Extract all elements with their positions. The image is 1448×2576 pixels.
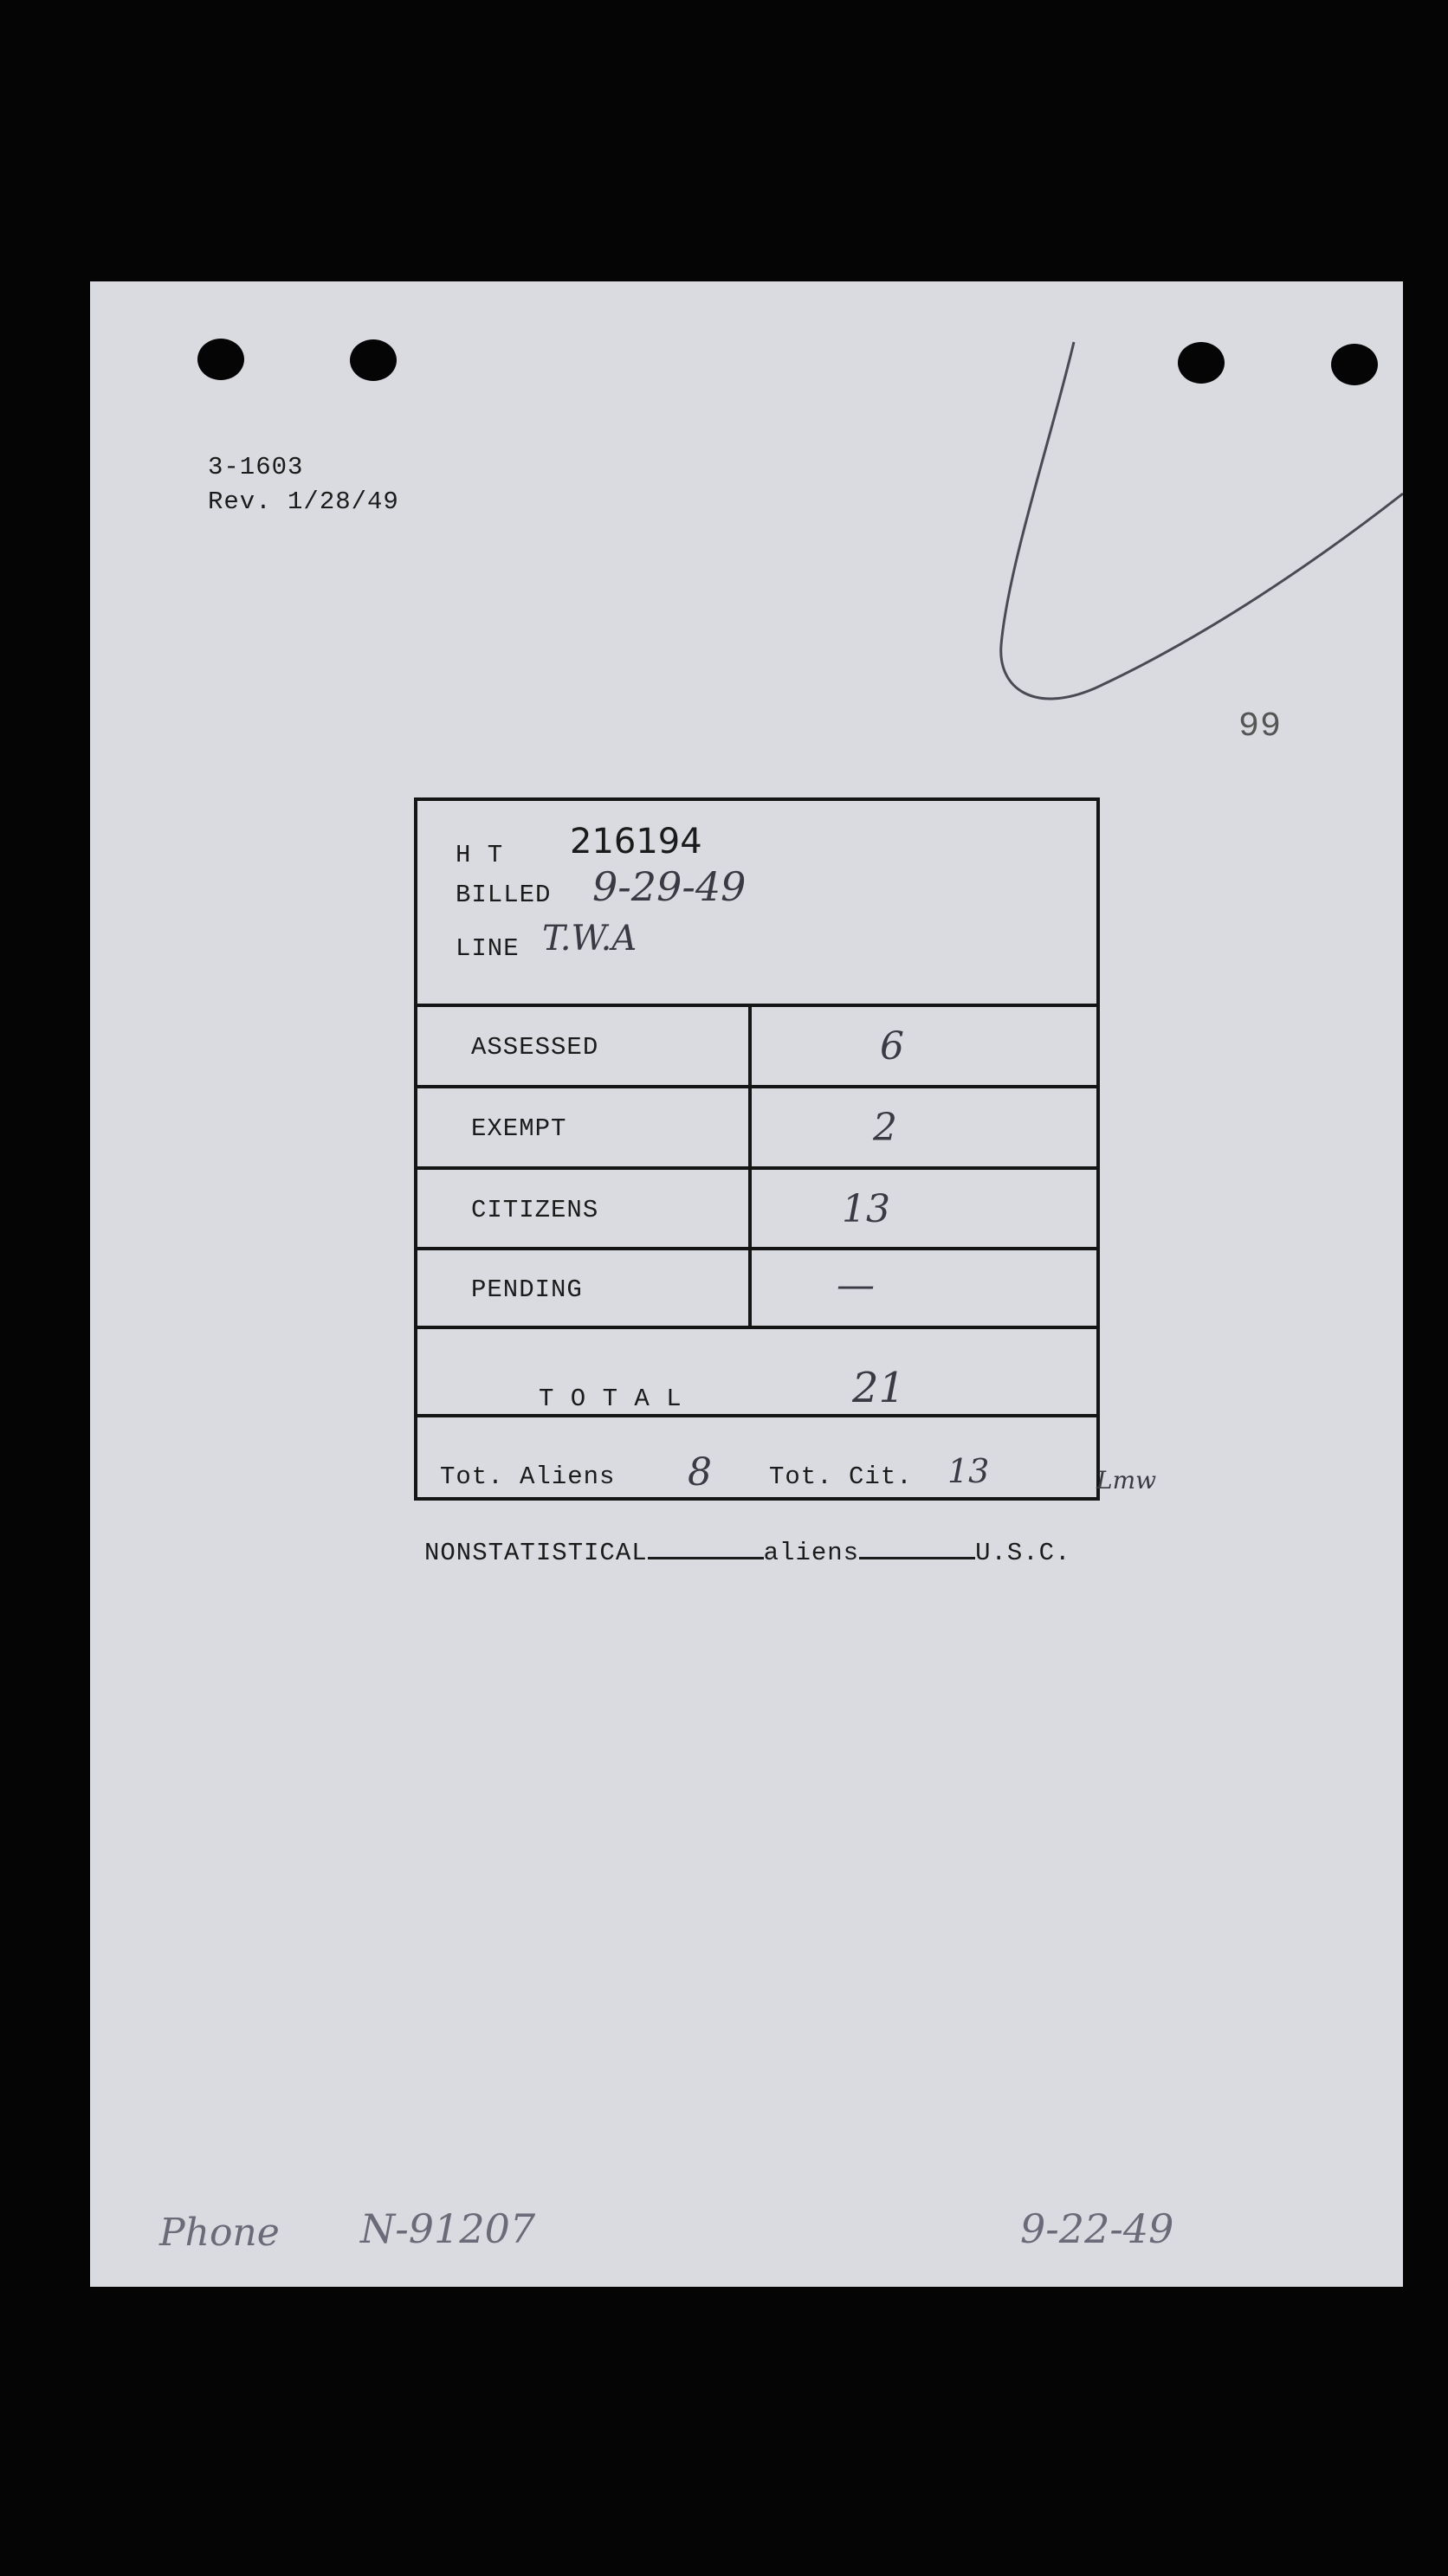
table-divider bbox=[414, 1414, 1100, 1417]
billed-label: BILLED bbox=[456, 881, 552, 909]
tot-aliens-label: Tot. Aliens bbox=[440, 1462, 616, 1491]
form-number: 3-1603 bbox=[208, 453, 304, 481]
tot-cit-value: 13 bbox=[947, 1452, 990, 1490]
row-value-assessed: 6 bbox=[880, 1024, 904, 1068]
tot-aliens-value: 8 bbox=[688, 1450, 712, 1495]
line-label: LINE bbox=[456, 934, 520, 963]
nonstat-usc-blank[interactable] bbox=[859, 1557, 975, 1559]
phone-label: Phone bbox=[159, 2211, 280, 2255]
row-label-exempt: EXEMPT bbox=[471, 1114, 567, 1143]
phone-value: N-91207 bbox=[360, 2205, 536, 2252]
row-value-citizens: 13 bbox=[842, 1187, 890, 1231]
form-revision: Rev. 1/28/49 bbox=[208, 487, 399, 516]
row-value-pending: — bbox=[837, 1263, 875, 1307]
check-mark bbox=[90, 281, 1403, 801]
page-number: 99 bbox=[1238, 707, 1283, 746]
table-divider bbox=[414, 1004, 1100, 1007]
form-paper bbox=[90, 281, 1403, 2287]
total-label: T O T A L bbox=[539, 1385, 682, 1413]
ht-label: H T bbox=[456, 841, 504, 869]
total-value: 21 bbox=[852, 1364, 906, 1412]
nonstat-label: NONSTATISTICAL bbox=[424, 1539, 648, 1567]
initials: Lmw bbox=[1096, 1466, 1157, 1495]
row-label-pending: PENDING bbox=[471, 1275, 583, 1304]
billed-value: 9-29-49 bbox=[592, 863, 747, 910]
row-label-citizens: CITIZENS bbox=[471, 1196, 599, 1224]
table-divider bbox=[414, 1085, 1100, 1088]
footer-date: 9-22-49 bbox=[1020, 2205, 1174, 2252]
row-label-assessed: ASSESSED bbox=[471, 1033, 599, 1062]
nonstat-line bbox=[424, 1539, 1070, 1567]
nonstat-usc-label: U.S.C. bbox=[975, 1539, 1071, 1567]
row-value-exempt: 2 bbox=[873, 1106, 897, 1150]
table-divider bbox=[414, 1166, 1100, 1170]
nonstat-aliens-blank[interactable] bbox=[648, 1557, 764, 1559]
table-divider bbox=[414, 1326, 1100, 1329]
ht-number: 216194 bbox=[570, 822, 702, 862]
tot-cit-label: Tot. Cit. bbox=[769, 1462, 913, 1491]
nonstat-aliens-label: aliens bbox=[763, 1539, 860, 1567]
table-divider bbox=[414, 1247, 1100, 1250]
table-column-divider bbox=[748, 1004, 752, 1327]
line-value: T.W.A bbox=[542, 919, 637, 959]
